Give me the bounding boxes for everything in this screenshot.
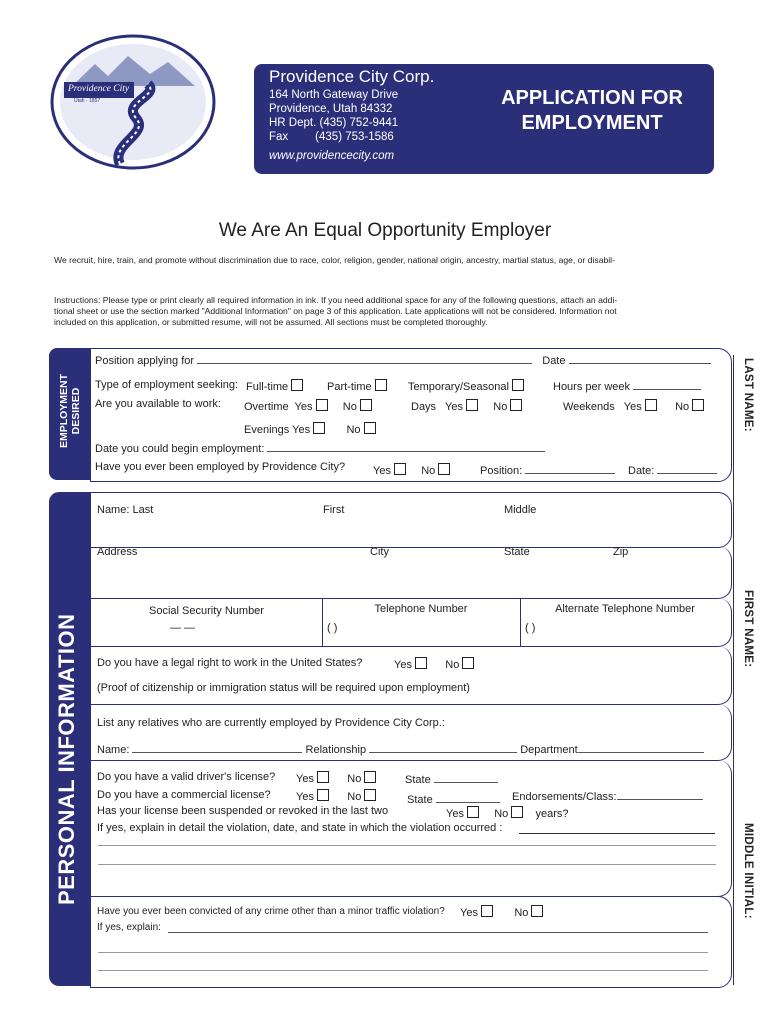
suspended-question: Has your license been suspended or revoked in the last two — [97, 805, 389, 817]
hours-label: Hours per week — [553, 381, 631, 393]
org-website[interactable]: www.providencecity.com — [269, 150, 395, 162]
ever-label: Have you ever been employed by Providence City? — [95, 461, 346, 473]
prev-date-row — [628, 463, 717, 477]
yes-label: Yes — [373, 465, 391, 477]
conviction-line[interactable] — [98, 952, 708, 953]
right-to-work-question: Do you have a legal right to work in the United States? — [97, 657, 363, 669]
parttime-checkbox[interactable] — [375, 379, 387, 391]
weekends-row — [563, 399, 704, 413]
date-label: Date — [542, 355, 566, 367]
no-label: No — [494, 808, 509, 820]
no-label: No — [346, 424, 361, 436]
ssn-label: Social Security Number — [149, 605, 264, 617]
evenings-label: Evenings — [244, 424, 290, 436]
position-row — [95, 353, 711, 367]
no-label: No — [514, 907, 529, 919]
yes-label: Yes — [296, 791, 314, 803]
yes-label: Yes — [296, 773, 314, 785]
right-to-work-section — [90, 646, 732, 705]
yes-label: Yes — [394, 659, 412, 671]
overtime-yes-checkbox[interactable] — [316, 399, 328, 411]
violation-line[interactable] — [98, 864, 716, 865]
no-label: No — [445, 659, 460, 671]
relationship-input[interactable] — [369, 742, 517, 753]
right-to-work-options — [394, 657, 474, 671]
commercial-yes-checkbox[interactable] — [317, 789, 329, 801]
conviction-line[interactable] — [98, 970, 708, 971]
evenings-no-checkbox[interactable] — [364, 422, 376, 434]
hours-input[interactable] — [633, 379, 701, 390]
type-label: Type of employment seeking: — [95, 379, 239, 391]
temp-option — [408, 379, 524, 393]
no-label: No — [493, 401, 508, 413]
org-address-2: Providence, Utah 84332 — [269, 103, 393, 115]
side-rule — [733, 355, 734, 985]
weekends-no-checkbox[interactable] — [692, 399, 704, 411]
telephone-label: Telephone Number — [374, 603, 468, 615]
department-label: Department — [520, 744, 578, 756]
parttime-label: Part-time — [327, 381, 372, 393]
endorsements-row — [512, 789, 703, 803]
overtime-no-checkbox[interactable] — [360, 399, 372, 411]
name-section — [90, 492, 732, 548]
employment-tab-label-2: DESIRED — [70, 387, 82, 435]
side-label-middle-initial: MIDDLE INITIAL: — [742, 823, 754, 919]
prev-date-label: Date: — [628, 465, 655, 477]
yes-label: Yes — [294, 401, 313, 413]
instructions-line: tional sheet or use the section marked "Additional Information" on page 3 of this application. Late applications will not be considered. Information not — [54, 305, 617, 316]
overtime-row — [244, 399, 372, 413]
drivers-options — [296, 771, 376, 785]
conviction-question: Have you ever been convicted of any crime other than a minor traffic violation? — [97, 906, 445, 917]
endorsements-input[interactable] — [617, 789, 703, 800]
state-label: State — [504, 546, 530, 558]
yes-label: Yes — [445, 401, 463, 413]
form-title-line2: EMPLOYMENT — [521, 112, 663, 134]
commercial-state-label: State — [407, 794, 433, 806]
position-input[interactable] — [197, 353, 532, 364]
commercial-no-checkbox[interactable] — [364, 789, 376, 801]
right-to-work-no-checkbox[interactable] — [462, 657, 474, 669]
no-label: No — [675, 401, 690, 413]
years-label: years? — [535, 808, 569, 820]
right-to-work-yes-checkbox[interactable] — [415, 657, 427, 669]
conviction-no-checkbox[interactable] — [531, 905, 543, 917]
name-middle-label: Middle — [504, 504, 537, 516]
ssn-input[interactable]: — — — [170, 622, 196, 634]
department-input[interactable] — [578, 742, 704, 753]
conviction-options — [460, 905, 543, 919]
org-address-1: 164 North Gateway Drive — [269, 89, 399, 101]
personal-info-tab-label: PERSONAL INFORMATION — [54, 613, 79, 905]
evenings-yes-checkbox[interactable] — [313, 422, 325, 434]
relationship-label: Relationship — [305, 744, 367, 756]
telephone-input[interactable]: ( ) — [327, 622, 338, 634]
eoe-heading: We Are An Equal Opportunity Employer — [218, 220, 552, 241]
temp-label: Temporary/Seasonal — [408, 381, 509, 393]
weekends-yes-checkbox[interactable] — [645, 399, 657, 411]
alt-telephone-input[interactable]: ( ) — [525, 622, 536, 634]
side-label-last-name: LAST NAME: — [742, 358, 754, 432]
prev-date-input[interactable] — [657, 463, 717, 474]
no-label: No — [347, 773, 362, 785]
relatives-row — [97, 742, 704, 756]
name-last-label: Name: Last — [97, 504, 154, 516]
violation-line[interactable] — [98, 845, 716, 846]
address-label: Address — [97, 546, 138, 558]
date-input[interactable] — [569, 353, 711, 364]
instructions — [54, 295, 617, 327]
fulltime-label: Full-time — [246, 381, 289, 393]
days-label: Days — [411, 401, 437, 413]
side-label-first-name: FIRST NAME: — [742, 590, 754, 668]
commercial-license-question: Do you have a commercial license? — [97, 789, 271, 801]
begin-row — [95, 441, 545, 455]
logo-text: Providence City — [68, 84, 130, 94]
prev-position-row — [480, 463, 615, 477]
instructions-line: Instructions: Please type or print clearly all required information in ink. If you need additional space for any of the following questions, attach an addi- — [54, 295, 618, 305]
violation-explain-label: If yes, explain in detail the violation, date, and state in which the violation occurred : — [97, 822, 503, 834]
endorsements-label: Endorsements/Class: — [512, 791, 617, 803]
days-yes-checkbox[interactable] — [466, 399, 478, 411]
address-section — [90, 546, 732, 599]
prev-position-input[interactable] — [525, 463, 615, 474]
suspended-no-checkbox[interactable] — [511, 806, 523, 818]
violation-explain-input[interactable] — [519, 833, 715, 834]
drivers-state-label: State — [405, 774, 431, 786]
weekends-label: Weekends — [563, 401, 615, 413]
hours-row — [553, 379, 701, 393]
position-label: Position applying for — [95, 355, 195, 367]
evenings-row — [244, 422, 376, 436]
city-logo — [50, 34, 216, 170]
zip-label: Zip — [613, 546, 629, 558]
yes-label: Yes — [460, 907, 478, 919]
begin-input[interactable] — [267, 441, 545, 452]
instructions-line: included on this application, or submitted resume, will not be assumed. All sections must be completed thoroughly. — [54, 316, 488, 327]
ever-options — [373, 463, 450, 477]
relative-name-label: Name: — [97, 744, 130, 756]
days-row — [411, 399, 522, 413]
conviction-explain-input[interactable] — [168, 932, 708, 933]
yes-label: Yes — [623, 401, 642, 413]
org-fax: (435) 753-1586 — [315, 131, 394, 143]
city-label: City — [370, 546, 389, 558]
overtime-label: Overtime — [244, 401, 289, 413]
proof-note: (Proof of citizenship or immigration status will be required upon employment) — [97, 682, 470, 694]
header-box — [254, 64, 714, 174]
yes-label: Yes — [446, 808, 464, 820]
ever-yes-checkbox[interactable] — [394, 463, 406, 475]
drivers-license-question: Do you have a valid driver's license? — [97, 771, 276, 783]
conviction-yes-checkbox[interactable] — [481, 905, 493, 917]
conviction-explain-label: If yes, explain: — [97, 922, 161, 933]
ever-no-checkbox[interactable] — [438, 463, 450, 475]
non-discrimination-statement: We recruit, hire, train, and promote without discrimination due to race, color, religion, gender, national origin, ancestry, martial status, age, or disabil- — [54, 255, 615, 265]
org-hr-phone: HR Dept. (435) 752-9441 — [269, 117, 399, 129]
commercial-state-row — [407, 792, 500, 806]
fulltime-option — [246, 379, 303, 393]
begin-label: Date you could begin employment: — [95, 443, 265, 455]
parttime-option — [327, 379, 387, 393]
temp-checkbox[interactable] — [512, 379, 524, 391]
commercial-state-input[interactable] — [436, 792, 500, 803]
prev-position-label: Position: — [480, 465, 523, 477]
commercial-options — [296, 789, 376, 803]
form-title-line1: APPLICATION FOR — [501, 87, 683, 109]
drivers-no-checkbox[interactable] — [364, 771, 376, 783]
org-fax-label: Fax — [269, 131, 289, 143]
days-no-checkbox[interactable] — [510, 399, 522, 411]
yes-label: Yes — [292, 424, 311, 436]
suspended-options — [446, 806, 569, 820]
drivers-state-row — [405, 772, 498, 786]
alt-telephone-label: Alternate Telephone Number — [555, 603, 695, 615]
employment-tab-label: EMPLOYMENT — [58, 373, 70, 449]
drivers-state-input[interactable] — [434, 772, 498, 783]
org-name: Providence City Corp. — [269, 67, 435, 86]
no-label: No — [421, 465, 436, 477]
no-label: No — [342, 401, 357, 413]
no-label: No — [347, 791, 362, 803]
relative-name-input[interactable] — [132, 742, 302, 753]
logo-subtext: Utah · 1857 — [74, 98, 101, 104]
fulltime-checkbox[interactable] — [291, 379, 303, 391]
suspended-yes-checkbox[interactable] — [467, 806, 479, 818]
relatives-question: List any relatives who are currently employed by Providence City Corp.: — [97, 717, 445, 729]
name-first-label: First — [323, 504, 345, 516]
available-label: Are you available to work: — [95, 398, 221, 410]
drivers-yes-checkbox[interactable] — [317, 771, 329, 783]
